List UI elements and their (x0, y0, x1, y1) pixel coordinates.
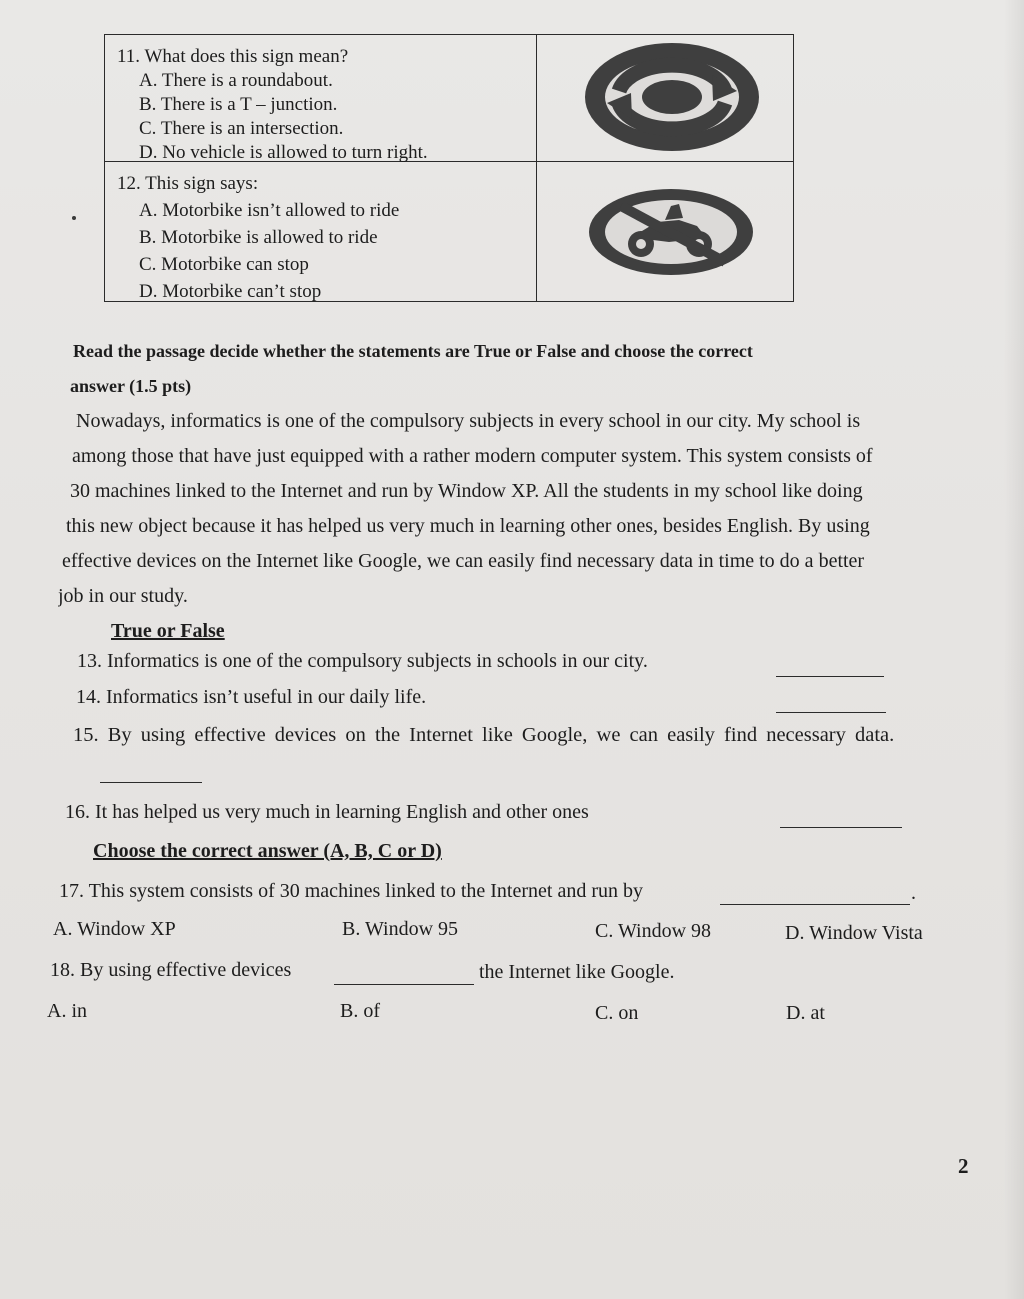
question-11-image-cell (537, 35, 795, 161)
statement-15: 15. By using effective devices on the Internet like Google, we can easily find necessary data. (73, 724, 895, 746)
question-11-cell (105, 35, 537, 161)
multiple-choice-heading: Choose the correct answer (A, B, C or D) (93, 840, 442, 862)
no-motorbike-sign-icon (537, 162, 795, 301)
passage-line: among those that have just equipped with a rather modern computer system. This system consists of (72, 445, 873, 467)
question-12-option-c: C. Motorbike can stop (139, 254, 309, 275)
reading-instruction-line-2: answer (1.5 pts) (70, 376, 192, 396)
question-17-option-a[interactable]: A. Window XP (53, 918, 176, 940)
question-18-stem-before: 18. By using effective devices (50, 959, 292, 981)
question-11-stem: 11. What does this sign mean? (117, 46, 349, 67)
question-18-option-a[interactable]: A. in (47, 1000, 87, 1022)
question-17-stem: 17. This system consists of 30 machines linked to the Internet and run by (59, 880, 643, 902)
statement-16: 16. It has helped us very much in learning English and other ones (65, 801, 589, 823)
question-12-stem: 12. This sign says: (117, 173, 259, 194)
question-18-stem-after: the Internet like Google. (479, 961, 675, 983)
page-number: 2 (958, 1154, 969, 1178)
question-17-option-b[interactable]: B. Window 95 (342, 918, 459, 940)
passage-line: 30 machines linked to the Internet and run by Window XP. All the students in my school like doing (70, 480, 863, 502)
answer-blank-15[interactable] (100, 782, 202, 783)
reading-passage (58, 404, 942, 614)
question-11-option-c: C. There is an intersection. (139, 118, 344, 139)
passage-line: Nowadays, informatics is one of the compulsory subjects in every school in our city. My school is (76, 410, 861, 432)
question-12-option-a: A. Motorbike isn’t allowed to ride (139, 200, 400, 221)
answer-blank-17[interactable] (720, 904, 910, 905)
roundabout-sign-icon (537, 35, 795, 162)
question-18-option-b[interactable]: B. of (340, 1000, 380, 1022)
question-11-option-a: A. There is a roundabout. (139, 70, 333, 91)
page-edge-shadow (1004, 0, 1024, 1299)
answer-blank-18[interactable] (334, 984, 474, 985)
question-11-option-d: D. No vehicle is allowed to turn right. (139, 142, 428, 163)
question-18-option-d[interactable]: D. at (786, 1002, 825, 1024)
question-12-cell (105, 162, 537, 301)
passage-line: effective devices on the Internet like Google, we can easily find necessary data in time to do a better (62, 550, 865, 572)
question-12-option-d: D. Motorbike can’t stop (139, 281, 322, 302)
reading-instruction-line-1: Read the passage decide whether the statements are True or False and choose the correct (73, 341, 753, 361)
stray-mark (72, 216, 76, 220)
question-18-option-c[interactable]: C. on (595, 1002, 639, 1024)
answer-blank-16[interactable] (780, 827, 902, 828)
passage-line: this new object because it has helped us very much in learning other ones, besides English. By using (66, 515, 870, 537)
question-17-option-c[interactable]: C. Window 98 (595, 920, 712, 942)
question-12-row (105, 162, 793, 301)
question-11-option-b: B. There is a T – junction. (139, 94, 338, 115)
question-12-image-cell (537, 162, 795, 301)
question-11-row (105, 35, 793, 162)
question-12-option-b: B. Motorbike is allowed to ride (139, 227, 378, 248)
question-17-option-d[interactable]: D. Window Vista (785, 922, 923, 944)
statement-13: 13. Informatics is one of the compulsory subjects in schools in our city. (77, 650, 648, 672)
answer-blank-14[interactable] (776, 712, 886, 713)
question-17-period: . (911, 882, 916, 904)
true-false-heading: True or False (111, 620, 225, 642)
answer-blank-13[interactable] (776, 676, 884, 677)
passage-line: job in our study. (58, 585, 188, 607)
sign-questions-table (104, 34, 794, 302)
statement-14: 14. Informatics isn’t useful in our daily life. (76, 686, 427, 708)
